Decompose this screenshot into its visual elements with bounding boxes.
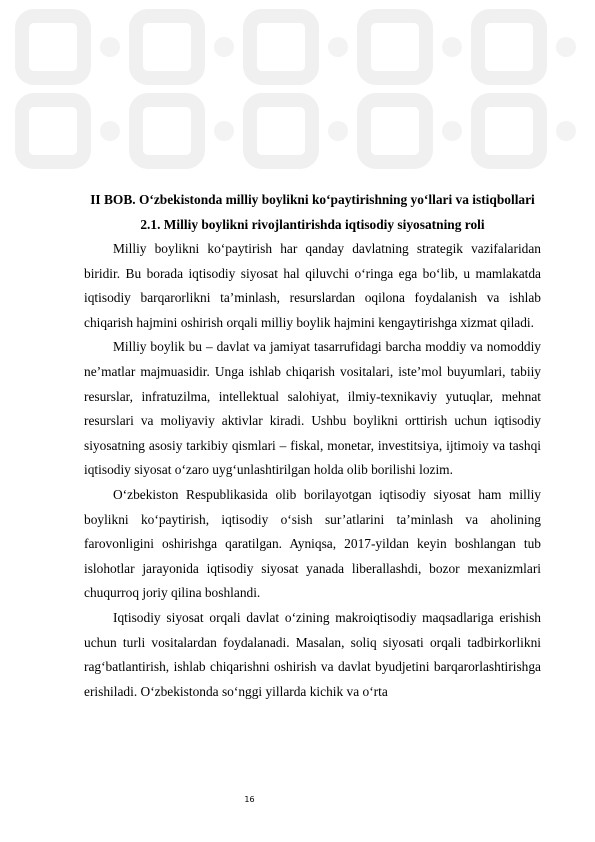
section-title: 2.1. Milliy boylikni rivojlantirishda iqtisodiy siyosatning roli xyxy=(140,216,485,232)
page-number: 16 xyxy=(244,795,255,804)
paragraph: O‘zbekiston Respublikasida olib borilayotgan iqtisodiy siyosat ham milliy boylikni ko‘paytirish, iqtisodiy o‘sish sur’atlarini ta’minlash va aholining farovonligini oshirishga qaratilgan. Ayniqsa, 2017-yildan keyin boshlangan tub islohotlar jarayonida iqtisodiy siyosat yanada liberallashdi, bozor mexanizmlari chuqurroq joriy qilina boshlandi. xyxy=(84,486,541,601)
paragraph: Milliy boylikni ko‘paytirish har qanday davlatning strategik vazifalaridan biridir. Bu borada iqtisodiy siyosat hal qiluvchi o‘ringa ega bo‘lib, u mamlakatda iqtisodiy barqarorlikni ta’minlash, resurslardan oqilona foydalanish va ishlab chiqarish hajmini oshirish orqali milliy boylik hajmini kengaytirishga xizmat qiladi. xyxy=(84,241,541,330)
document-body xyxy=(84,188,541,704)
chapter-title: II BOB. O‘zbekistonda milliy boylikni ko‘paytirishning yo‘llari va istiqbollari xyxy=(90,192,535,207)
page-number-container xyxy=(0,795,595,804)
paragraph: Milliy boylik bu – davlat va jamiyat tasarrufidagi barcha moddiy va nomoddiy ne’matlar majmuasidir. Unga ishlab chiqarish vositalari, iste’mol buyumlari, tabiiy resurslar, infratuzilma, intellektual salohiyat, ilmiy-texnikaviy yutuqlar, mehnat resurslari va moliyaviy aktivlar kiradi. Ushbu boylikni orttirish uchun iqtisodiy siyosatning asosiy tarkibiy qismlari – fiskal, monetar, investitsiya, ijtimoiy va tashqi iqtisodiy siyosat o‘zaro uyg‘unlashtirilgan holda olib borilishi lozim. xyxy=(84,339,541,478)
paragraph: Iqtisodiy siyosat orqali davlat o‘zining makroiqtisodiy maqsadlariga erishish uchun turli vositalardan foydalanadi. Masalan, soliq siyosati orqali tadbirkorlikni rag‘batlantirish, ishlab chiqarishni oshirish va davlat byudjetini barqarorlashtirishga erishiladi. O‘zbekistonda so‘nggi yillarda kichik va o‘rta xyxy=(84,609,541,699)
